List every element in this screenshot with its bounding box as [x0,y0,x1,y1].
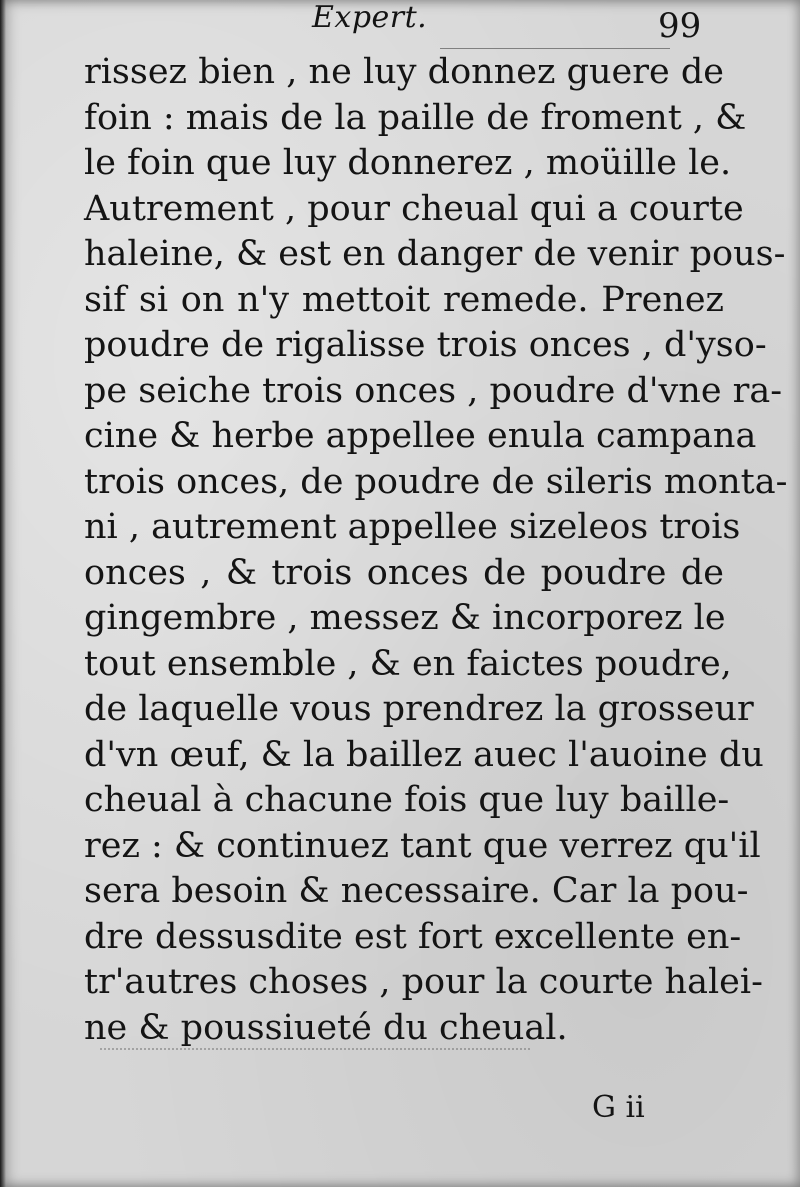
page-number: 99 [658,6,702,46]
end-of-text-dashes [100,1048,530,1050]
text-line: sera besoin & necessaire. Car la pou- [84,871,749,911]
running-title: Expert. [312,0,428,35]
text-line: tr'autres choses , pour la courte halei- [84,962,763,1002]
text-line: cheual à chacune fois que luy baille- [84,780,730,820]
text-line: poudre de rigalisse trois onces , d'yso- [84,325,767,365]
text-line: le foin que luy donnerez , moüille le. [84,143,732,183]
text-line: gingembre , messez & incorporez le [84,598,726,638]
text-line: rez : & continuez tant que verrez qu'il [84,825,761,866]
text-line: Autrement , pour cheual qui a courte [84,188,744,229]
text-line: tout ensemble , & en faictes poudre, [84,643,732,684]
page-gutter-shadow [0,0,6,1187]
text-line: ni , autrement appellee sizeleos trois [84,507,741,547]
text-line: cine & herbe appellee enula campana [84,416,757,456]
text-line: onces , & trois onces de poudre de [84,552,724,593]
text-line: pe seiche trois onces , poudre d'vne ra- [84,370,783,411]
text-line: d'vn œuf, & la baillez auec l'auoine du [84,734,764,775]
text-line: haleine, & est en danger de venir pous- [84,234,786,274]
signature-mark: G ii [592,1090,645,1125]
text-line: trois onces, de poudre de sileris monta- [84,461,788,502]
text-line: de laquelle vous prendrez la grosseur [84,689,754,729]
text-line: ne & poussiueté du cheual. [84,1007,568,1048]
header-rule [440,48,670,49]
text-line: foin : mais de la paille de froment , & [84,97,747,138]
text-line: dre dessusdite est fort excellente en- [84,916,742,957]
text-line: sif si on n'y mettoit remede. Prenez [84,279,724,320]
body-text [84,50,788,1051]
running-head [0,0,800,46]
text-line: rissez bien , ne luy donnez guere de [84,52,724,92]
